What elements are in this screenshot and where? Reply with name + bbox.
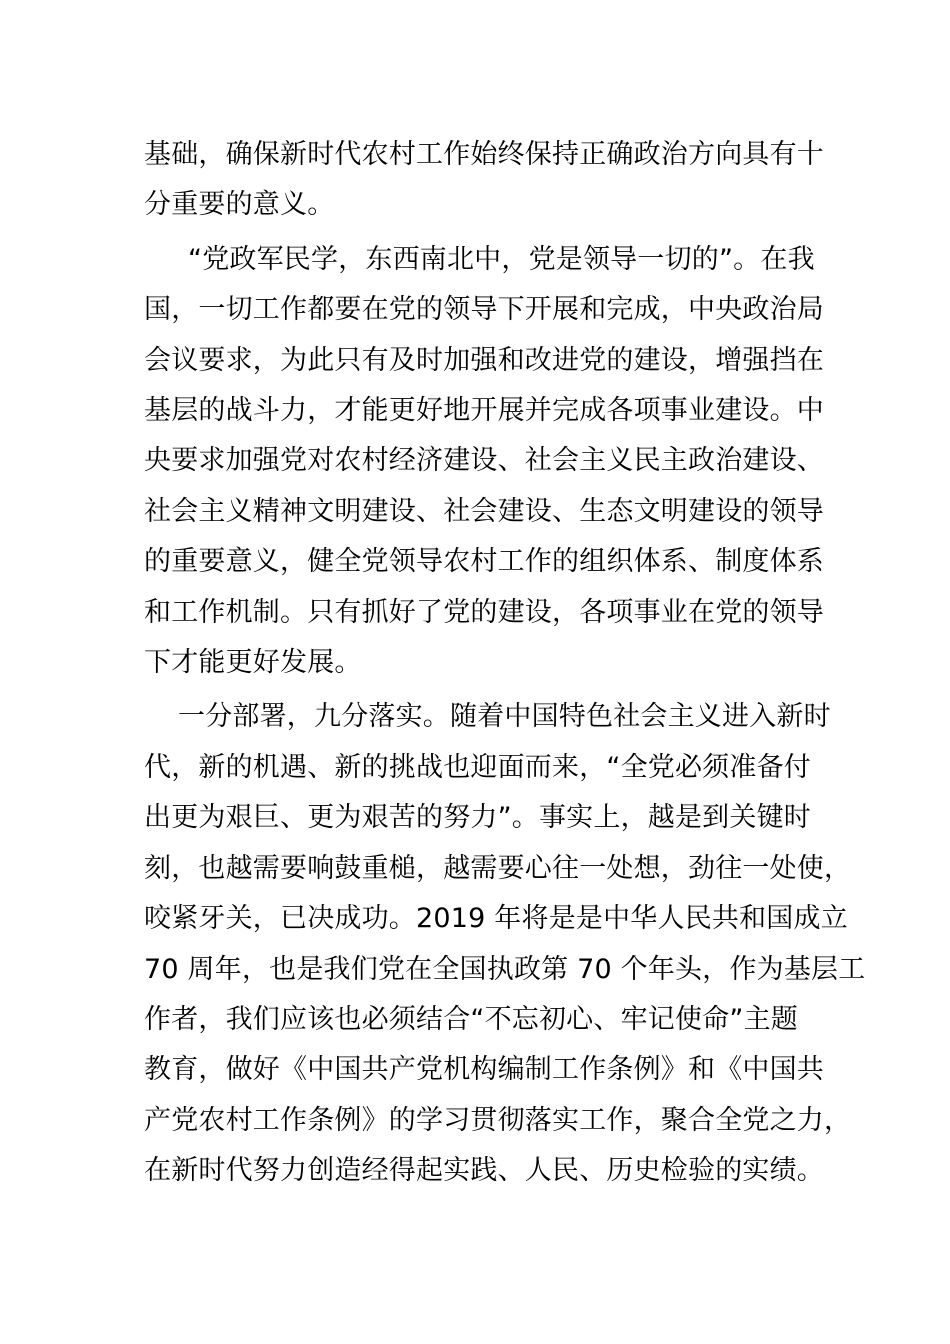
paragraph-line: 在新时代努力创造经得起实践、人民、历史检验的实绩。 (144, 1155, 824, 1187)
paragraph-line: 刻，也越需要响鼓重槌，越需要心往一处想，劲往一处使， (144, 852, 852, 884)
body-text (144, 130, 866, 1201)
paragraph-line: 基层的战斗力，才能更好地开展并完成各项事业建设。中 (144, 395, 824, 427)
paragraph-line: 教育，做好《中国共产党机构编制工作条例》和《中国共 (144, 1054, 824, 1086)
paragraph-2 (144, 235, 824, 689)
paragraph-line: 央要求加强党对农村经济建设、社会主义民主政治建设、 (144, 445, 824, 477)
paragraph-line: 会议要求，为此只有及时加强和改进党的建设，增强挡在 (144, 344, 824, 376)
paragraph-line: 咬紧牙关，已决成功。2019 年将是是中华人民共和国成立 (144, 903, 848, 935)
paragraph-line: 代，新的机遇、新的挑战也迎面而来，“全党必须准备付 (144, 751, 811, 783)
paragraph-line: 社会主义精神文明建设、社会建设、生态文明建设的领导 (144, 495, 824, 527)
paragraph-1 (144, 130, 824, 231)
paragraph-line: 下才能更好发展。 (144, 647, 362, 679)
paragraph-line: 作者，我们应该也必须结合“不忘初心、牢记使命”主题 (144, 1003, 798, 1035)
paragraph-line: 和工作机制。只有抓好了党的建设，各项事业在党的领导 (144, 596, 824, 628)
paragraph-line: 产党农村工作条例》的学习贯彻落实工作，聚合全党之力， (144, 1104, 852, 1136)
paragraph-line: 的重要意义，健全党领导农村工作的组织体系、制度体系 (144, 546, 824, 578)
paragraph-line: 基础，确保新时代农村工作始终保持正确政治方向具有十 (144, 139, 824, 170)
paragraph-line: 分重要的意义。 (144, 189, 335, 221)
paragraph-3 (144, 692, 866, 1196)
paragraph-line: 一分部署，九分落实。随着中国特色社会主义进入新时 (178, 701, 831, 733)
paragraph-line: 出更为艰巨、更为艰苦的努力”。事实上，越是到关键时 (144, 802, 811, 834)
paragraph-line: 国，一切工作都要在党的领导下开展和完成，中央政治局 (144, 294, 824, 326)
paragraph-line: 70 周年，也是我们党在全国执政第 70 个年头，作为基层工 (144, 953, 866, 985)
paragraph-line: “党政军民学，东西南北中，党是领导一切的”。在我 (188, 243, 815, 275)
